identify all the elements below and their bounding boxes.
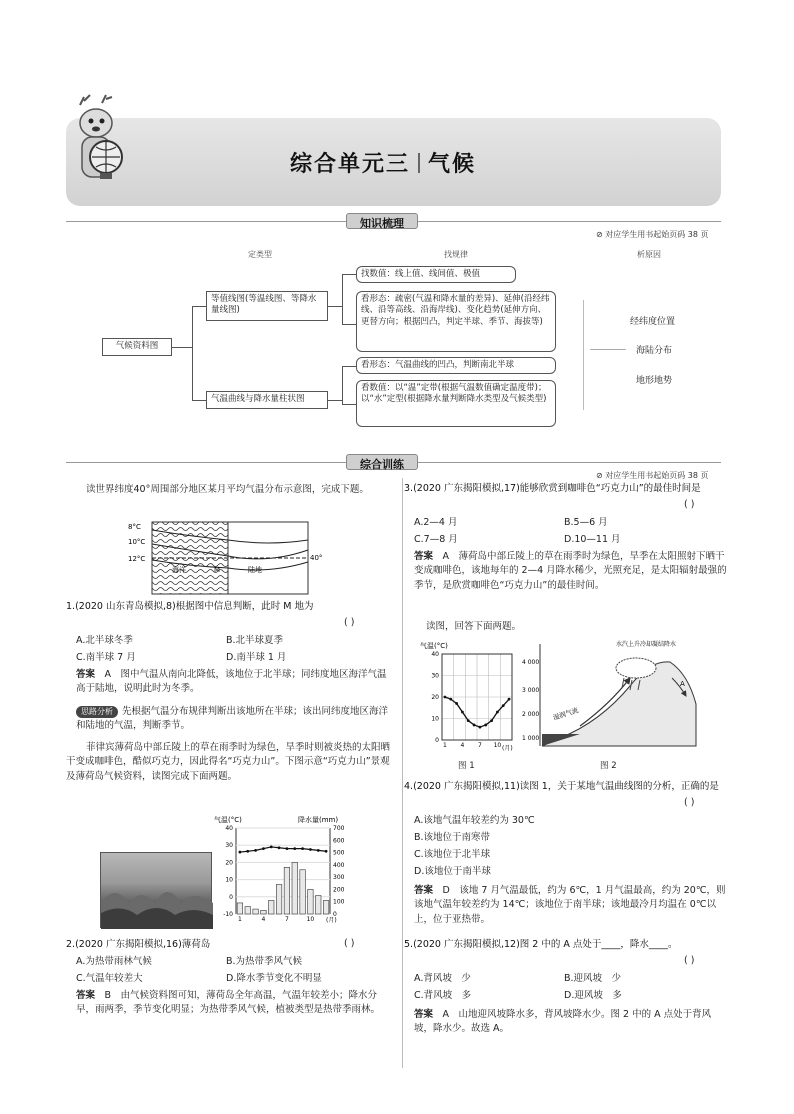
- temperature-map: [128, 520, 323, 596]
- q1-option-b: B.北半球夏季: [226, 635, 284, 646]
- fig1-temp-point: [502, 704, 505, 707]
- latitude-label: 40°: [310, 554, 323, 562]
- figure-2-terrain: [520, 634, 700, 754]
- fig1-x-tick: 1: [443, 742, 447, 749]
- climate-y2-tick: 500: [333, 849, 345, 857]
- climate-y2-tick: 100: [333, 898, 345, 906]
- q3-option-a: A.2—4 月: [414, 517, 458, 528]
- figure-1-caption: 图 1: [458, 761, 475, 771]
- temp-point: [309, 848, 312, 851]
- q2-option-a: A.为热带雨林气候: [76, 956, 152, 967]
- fig1-temp-point: [496, 711, 499, 714]
- precip-bar: [245, 907, 250, 914]
- precip-bar: [237, 903, 242, 914]
- figure-1-chart: [420, 640, 520, 755]
- q2-answer: 答案 B 由气候资料图可知，薄荷岛全年高温，气温年较差小；降水分早，雨两季，季节变化明显；为热带季风气候，植被类型是热带季雨林。: [76, 990, 381, 1016]
- root-node: 气候资料图: [102, 338, 172, 356]
- q5-option-a: A.背风坡 少: [414, 973, 471, 984]
- intro-map: 读世界纬度40°周围部分地区某月平均气温分布示意图，完成下题。: [86, 484, 369, 495]
- precip-bar: [292, 862, 297, 914]
- question-4: 4.(2020 广东揭阳模拟,11)读图 1，关于某地气温曲线图的分析，正确的是: [404, 781, 719, 792]
- q4-option-b: B.该地位于南寒带: [414, 832, 491, 843]
- chocolate-hills-photo: [100, 852, 212, 928]
- q1-option-c: C.南半球 7 月: [76, 652, 136, 663]
- temp-point: [278, 846, 281, 849]
- temp-point: [286, 847, 289, 850]
- precip-bar: [284, 867, 289, 914]
- climate-y2-tick: 600: [333, 837, 345, 845]
- climate-x-tick: 4: [261, 916, 266, 923]
- reason-terrain: 地形地势: [636, 376, 673, 386]
- q2-option-d: D.降水季节变化不明显: [226, 973, 322, 984]
- precip-bar: [316, 896, 321, 914]
- figure-2-caption: 图 2: [600, 761, 617, 771]
- fig1-x-tick: 4: [460, 742, 465, 749]
- precip-bar: [308, 889, 313, 914]
- reason-latlon: 经纬度位置: [630, 317, 676, 327]
- q5-option-b: B.迎风坡 少: [564, 973, 622, 984]
- q5-bracket: ( ): [684, 955, 695, 966]
- fig1-temp-point: [467, 719, 470, 722]
- climograph-see-shape: 看形态：气温曲线的凹凸，判断南北半球: [356, 357, 556, 374]
- temp-point: [262, 847, 265, 850]
- temp-point: [317, 849, 320, 852]
- fig1-x-label: (月): [502, 745, 513, 752]
- section1-tag: 知识梳理: [346, 213, 418, 229]
- q3-option-c: C.7—8 月: [414, 534, 458, 545]
- question-5: 5.(2020 广东揭阳模拟,12)图 2 中的 A 点处于____，降水____。: [404, 939, 678, 950]
- climate-x-tick: 7: [285, 916, 289, 923]
- isotherm-label-12: 12°C: [128, 555, 146, 563]
- climate-y-tick: 10: [225, 876, 233, 884]
- fig1-temp-point: [490, 719, 493, 722]
- climate-precip-label: 降水量(mm): [298, 816, 339, 824]
- svg-text:2 000: 2 000: [522, 711, 540, 718]
- temp-point: [301, 847, 304, 850]
- intro-figures: 读图，回答下面两题。: [426, 621, 522, 632]
- col-head-type: 定类型: [248, 250, 272, 259]
- climate-y-tick: -10: [223, 911, 233, 918]
- fig2-point-a-label: A: [680, 680, 685, 688]
- title-right: 气候: [428, 152, 477, 177]
- climate-x-label: (月): [326, 917, 337, 924]
- q4-answer: 答案 D 该地 7 月气温最低，约为 6℃，1 月气温最高，约为 20℃，则该地气温年较差约为 14℃；该地位于南半球；该地最冷月均温在 0℃以上，位于亚热带。: [414, 885, 726, 925]
- climate-y2-tick: 0: [333, 911, 337, 918]
- precip-bar: [276, 885, 281, 914]
- temp-point: [254, 849, 257, 852]
- q1-option-a: A.北半球冬季: [76, 635, 133, 646]
- q4-option-c: C.该地位于北半球: [414, 849, 491, 860]
- branch-isoline-node: 等值线图(等温线图、等降水量线图): [206, 291, 328, 321]
- fig1-x-tick: 10: [493, 742, 502, 749]
- branch-climograph-node: 气温曲线与降水量柱状图: [206, 391, 328, 409]
- deer-mascot-icon: [62, 95, 132, 195]
- isotherm-label-8: 8°C: [128, 523, 141, 531]
- fig1-temp-point: [455, 702, 458, 705]
- climate-y-tick: 0: [229, 893, 233, 901]
- fig1-temp-point: [479, 726, 482, 729]
- page-title: [290, 147, 550, 178]
- svg-text:3 000: 3 000: [522, 687, 540, 694]
- precip-bar: [323, 900, 328, 914]
- fig1-x-tick: 7: [478, 742, 482, 749]
- point-m-label: M: [214, 566, 221, 574]
- section2-page-ref: ⊘ 对应学生用书起始页码 38 页: [596, 471, 709, 480]
- q4-option-d: D.该地位于南半球: [414, 866, 491, 877]
- fig1-y-tick: 20: [431, 694, 439, 701]
- q4-bracket: ( ): [684, 797, 695, 808]
- precip-bar: [253, 909, 258, 914]
- climate-chart: [214, 814, 358, 926]
- climate-y-tick: 20: [225, 859, 233, 867]
- fig1-temp-point: [473, 724, 476, 727]
- think-analysis: 思路分析 先根据气温分布规律判断出该地所在半球；该出同纬度地区海洋和陆地的气温，判断季节。: [76, 706, 389, 732]
- q1-bracket: ( ): [344, 617, 355, 628]
- title-left: 综合单元三: [290, 152, 411, 177]
- question-1: 1.(2020 山东青岛模拟,8)根据图中信息判断，此时 M 地为: [66, 601, 314, 612]
- fig1-temp-point: [484, 724, 487, 727]
- q5-option-c: C.背风坡 多: [414, 990, 472, 1001]
- temp-line: [240, 847, 326, 852]
- temp-point: [246, 850, 249, 853]
- fig1-y-label: 气温(°C): [420, 642, 448, 650]
- fig1-y-tick: 10: [431, 715, 439, 723]
- climate-x-tick: 1: [238, 916, 242, 923]
- temp-point: [293, 847, 296, 850]
- q2-bracket: ( ): [344, 938, 355, 949]
- climate-y-tick: 30: [225, 842, 233, 850]
- col-head-reason: 析原因: [637, 250, 661, 259]
- precip-bar: [300, 870, 305, 914]
- climate-x-tick: 10: [306, 916, 315, 923]
- temp-point: [239, 851, 242, 854]
- q3-option-d: D.10—11 月: [564, 534, 621, 545]
- isotherm-label-10: 10°C: [128, 538, 146, 546]
- question-2: 2.(2020 广东揭阳模拟,16)薄荷岛: [66, 939, 211, 950]
- think-analysis-tag: 思路分析: [76, 706, 118, 718]
- fig2-rain-label: 水汽上升冷却凝结降水: [616, 641, 677, 648]
- climate-y2-tick: 300: [333, 874, 345, 882]
- land-label: 陆地: [248, 566, 262, 574]
- fig1-temp-point: [444, 696, 447, 699]
- temp-point: [325, 850, 328, 853]
- svg-text:1 000: 1 000: [522, 735, 540, 742]
- fig1-temp-point: [461, 711, 464, 714]
- fig2-humid-airflow-label: 湿润气流: [552, 706, 580, 722]
- climate-y-tick: 40: [225, 825, 233, 832]
- isoline-see-shape: 看形态：疏密(气温和降水量的差异)、延伸(沿经纬线、沿等高线、沿海岸线)、变化趋势(延伸方向、更替方向；根据凹凸，判定半球、季节、海拔等): [356, 291, 556, 352]
- q2-option-c: C.气温年较差大: [76, 973, 143, 984]
- intro-chocolate-hills: 菲律宾薄荷岛中部丘陵上的草在雨季时为绿色，旱季时则被炎热的太阳晒干变成咖啡色，酷似巧克力，因此得名“巧克力山”。下图示意“巧克力山”景观及薄荷岛气候资料，读图完成下面两题。: [66, 742, 391, 782]
- col-head-pattern: 找规律: [444, 250, 468, 259]
- fig1-temp-point: [449, 698, 452, 701]
- climate-y2-tick: 700: [333, 825, 345, 832]
- q1-option-d: D.南半球 1 月: [226, 652, 287, 663]
- svg-text:4 000: 4 000: [522, 659, 540, 666]
- climate-temp-label: 气温(°C): [214, 816, 242, 824]
- q4-option-a: A.该地气温年较差约为 30℃: [414, 815, 535, 826]
- section2-tag: 综合训练: [346, 454, 418, 470]
- climate-y2-tick: 200: [333, 886, 345, 894]
- isoline-find-value: 找数值：线上值、线间值、极值: [356, 266, 516, 283]
- temp-point: [270, 846, 273, 849]
- precip-bar: [261, 910, 266, 914]
- q3-answer: 答案 A 薄荷岛中部丘陵上的草在雨季时为绿色，旱季在太阳照射下晒干变成咖啡色，该地每年的 2—4 月降水稀少，光照充足，是太阳辐射最强的季节，是欣赏咖啡色“巧克力山”的最佳时间。: [414, 551, 727, 591]
- fig1-temp-point: [508, 698, 511, 701]
- q5-answer: 答案 A 山地迎风坡降水多，背风坡降水少。图 2 中的 A 点处于背风坡，降水少。故选 A。: [414, 1009, 712, 1035]
- q3-option-b: B.5—6 月: [564, 517, 608, 528]
- question-3: 3.(2020 广东揭阳模拟,17)能够欣赏到咖啡色“巧克力山”的最佳时间是: [404, 483, 701, 494]
- fig1-y-tick: 30: [431, 672, 439, 680]
- precip-bar: [269, 900, 274, 914]
- fig1-y-tick: 0: [435, 737, 439, 744]
- ocean-label-text: 海洋: [172, 566, 186, 574]
- climograph-see-value: 看数值：以“温”定带(根据气温数值确定温度带)；以“水”定型(根据降水量判断降水类型及气候类型): [356, 380, 556, 427]
- q3-bracket: ( ): [684, 499, 695, 510]
- climate-y2-tick: 400: [333, 861, 345, 869]
- section1-page-ref: ⊘ 对应学生用书起始页码 38 页: [596, 230, 709, 239]
- q5-option-d: D.迎风坡 多: [564, 990, 622, 1001]
- fig1-y-tick: 40: [431, 651, 439, 658]
- reason-landsea: 海陆分布: [636, 346, 673, 356]
- q2-option-b: B.为热带季风气候: [226, 956, 303, 967]
- q1-answer: 答案 A 图中气温从南向北降低，该地位于北半球；同纬度地区海洋气温高于陆地，说明此时为冬季。: [76, 669, 387, 695]
- column-divider: [402, 478, 403, 1068]
